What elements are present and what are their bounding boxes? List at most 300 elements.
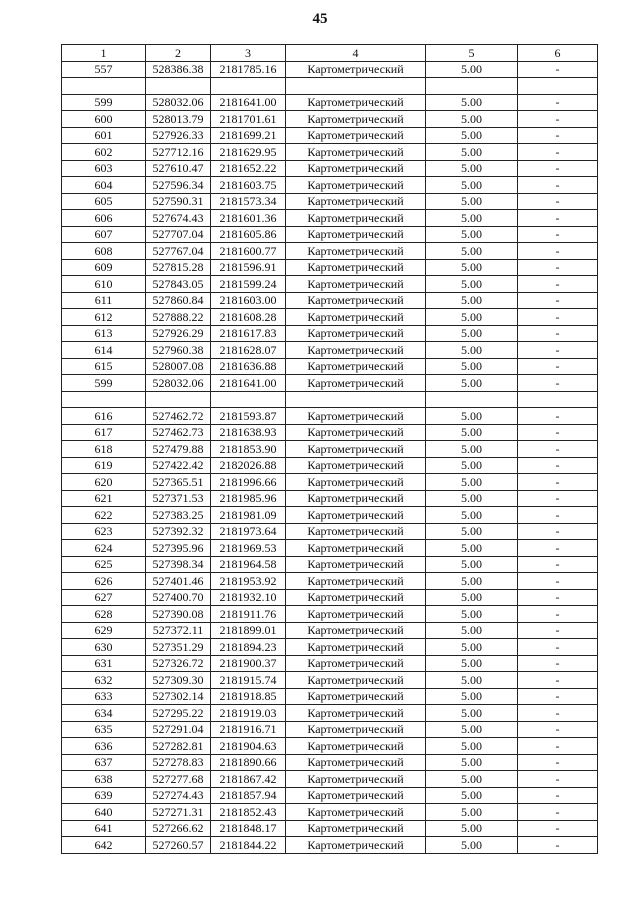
table-row	[62, 78, 598, 95]
note-cell: -	[518, 705, 598, 722]
note-cell: -	[518, 606, 598, 623]
table-row	[62, 540, 598, 557]
point-number-cell: 626	[62, 573, 146, 590]
x-coordinate-cell: 527479.88	[146, 441, 211, 458]
y-coordinate-cell: 2181973.64	[211, 523, 286, 540]
note-cell: -	[518, 61, 598, 78]
method-cell: Картометрический	[286, 771, 426, 788]
column-header-4: 4	[286, 45, 426, 62]
x-coordinate-cell: 527712.16	[146, 144, 211, 161]
accuracy-cell: 5.00	[426, 127, 518, 144]
table-row	[62, 342, 598, 359]
point-number-cell: 638	[62, 771, 146, 788]
note-cell: -	[518, 639, 598, 656]
point-number-cell: 629	[62, 622, 146, 639]
method-cell: Картометрический	[286, 61, 426, 78]
table-row	[62, 738, 598, 755]
method-cell: Картометрический	[286, 672, 426, 689]
method-cell: Картометрический	[286, 375, 426, 392]
table-row	[62, 424, 598, 441]
y-coordinate-cell: 2181890.66	[211, 754, 286, 771]
point-number-cell: 603	[62, 160, 146, 177]
x-coordinate-cell: 527610.47	[146, 160, 211, 177]
coordinates-table	[61, 44, 598, 854]
y-coordinate-cell: 2181603.00	[211, 292, 286, 309]
table-row	[62, 639, 598, 656]
table-row	[62, 754, 598, 771]
y-coordinate-cell: 2181932.10	[211, 589, 286, 606]
y-coordinate-cell: 2181953.92	[211, 573, 286, 590]
accuracy-cell: 5.00	[426, 177, 518, 194]
accuracy-cell: 5.00	[426, 358, 518, 375]
y-coordinate-cell: 2181919.03	[211, 705, 286, 722]
y-coordinate-cell: 2181573.34	[211, 193, 286, 210]
method-cell: Картометрический	[286, 474, 426, 491]
y-coordinate-cell: 2181853.90	[211, 441, 286, 458]
note-cell: -	[518, 507, 598, 524]
note-cell: -	[518, 556, 598, 573]
point-number-cell: 632	[62, 672, 146, 689]
note-cell: -	[518, 408, 598, 425]
method-cell: Картометрический	[286, 408, 426, 425]
table-row	[62, 837, 598, 854]
accuracy-cell: 5.00	[426, 111, 518, 128]
x-coordinate-cell: 527395.96	[146, 540, 211, 557]
point-number-cell: 634	[62, 705, 146, 722]
note-cell: -	[518, 94, 598, 111]
method-cell: Картометрический	[286, 639, 426, 656]
note-cell: -	[518, 259, 598, 276]
x-coordinate-cell	[146, 78, 211, 95]
accuracy-cell: 5.00	[426, 705, 518, 722]
note-cell: -	[518, 771, 598, 788]
table-row	[62, 391, 598, 408]
table-row	[62, 705, 598, 722]
method-cell: Картометрический	[286, 309, 426, 326]
table-row	[62, 688, 598, 705]
point-number-cell: 557	[62, 61, 146, 78]
x-coordinate-cell: 528007.08	[146, 358, 211, 375]
x-coordinate-cell: 527326.72	[146, 655, 211, 672]
accuracy-cell: 5.00	[426, 276, 518, 293]
accuracy-cell: 5.00	[426, 787, 518, 804]
accuracy-cell	[426, 78, 518, 95]
point-number-cell: 616	[62, 408, 146, 425]
point-number-cell: 600	[62, 111, 146, 128]
method-cell: Картометрический	[286, 754, 426, 771]
table-row	[62, 507, 598, 524]
x-coordinate-cell: 527401.46	[146, 573, 211, 590]
accuracy-cell: 5.00	[426, 672, 518, 689]
method-cell: Картометрический	[286, 424, 426, 441]
y-coordinate-cell: 2181969.53	[211, 540, 286, 557]
method-cell	[286, 78, 426, 95]
point-number-cell: 599	[62, 375, 146, 392]
table-row	[62, 474, 598, 491]
method-cell: Картометрический	[286, 622, 426, 639]
table-row	[62, 589, 598, 606]
method-cell: Картометрический	[286, 276, 426, 293]
method-cell: Картометрический	[286, 556, 426, 573]
y-coordinate-cell: 2181904.63	[211, 738, 286, 755]
x-coordinate-cell: 527926.33	[146, 127, 211, 144]
note-cell	[518, 391, 598, 408]
method-cell: Картометрический	[286, 358, 426, 375]
y-coordinate-cell: 2181617.83	[211, 325, 286, 342]
table-body	[62, 61, 598, 853]
x-coordinate-cell: 527767.04	[146, 243, 211, 260]
point-number-cell: 613	[62, 325, 146, 342]
accuracy-cell: 5.00	[426, 490, 518, 507]
accuracy-cell: 5.00	[426, 193, 518, 210]
table-row	[62, 622, 598, 639]
table-row	[62, 408, 598, 425]
point-number-cell: 617	[62, 424, 146, 441]
note-cell: -	[518, 325, 598, 342]
y-coordinate-cell: 2181593.87	[211, 408, 286, 425]
point-number-cell: 612	[62, 309, 146, 326]
point-number-cell: 605	[62, 193, 146, 210]
y-coordinate-cell: 2181900.37	[211, 655, 286, 672]
note-cell: -	[518, 243, 598, 260]
table-row	[62, 309, 598, 326]
x-coordinate-cell: 527302.14	[146, 688, 211, 705]
x-coordinate-cell: 527398.34	[146, 556, 211, 573]
note-cell: -	[518, 111, 598, 128]
method-cell: Картометрический	[286, 441, 426, 458]
accuracy-cell: 5.00	[426, 540, 518, 557]
x-coordinate-cell: 528386.38	[146, 61, 211, 78]
note-cell	[518, 78, 598, 95]
table-row	[62, 771, 598, 788]
accuracy-cell: 5.00	[426, 771, 518, 788]
point-number-cell: 637	[62, 754, 146, 771]
note-cell: -	[518, 160, 598, 177]
point-number-cell: 602	[62, 144, 146, 161]
accuracy-cell: 5.00	[426, 523, 518, 540]
accuracy-cell: 5.00	[426, 738, 518, 755]
accuracy-cell: 5.00	[426, 474, 518, 491]
point-number-cell: 606	[62, 210, 146, 227]
y-coordinate-cell: 2181916.71	[211, 721, 286, 738]
note-cell: -	[518, 738, 598, 755]
y-coordinate-cell: 2181852.43	[211, 804, 286, 821]
y-coordinate-cell: 2181629.95	[211, 144, 286, 161]
x-coordinate-cell: 527371.53	[146, 490, 211, 507]
note-cell: -	[518, 226, 598, 243]
y-coordinate-cell	[211, 391, 286, 408]
table-row	[62, 804, 598, 821]
table-row	[62, 787, 598, 804]
table-row	[62, 160, 598, 177]
method-cell: Картометрический	[286, 507, 426, 524]
x-coordinate-cell: 527295.22	[146, 705, 211, 722]
note-cell: -	[518, 837, 598, 854]
point-number-cell: 610	[62, 276, 146, 293]
note-cell: -	[518, 474, 598, 491]
method-cell: Картометрический	[286, 259, 426, 276]
method-cell	[286, 391, 426, 408]
table-row	[62, 457, 598, 474]
point-number-cell: 623	[62, 523, 146, 540]
y-coordinate-cell: 2181701.61	[211, 111, 286, 128]
point-number-cell: 633	[62, 688, 146, 705]
method-cell: Картометрический	[286, 177, 426, 194]
method-cell: Картометрический	[286, 193, 426, 210]
x-coordinate-cell: 527815.28	[146, 259, 211, 276]
x-coordinate-cell: 527596.34	[146, 177, 211, 194]
header-row	[62, 45, 598, 62]
accuracy-cell: 5.00	[426, 210, 518, 227]
note-cell: -	[518, 144, 598, 161]
note-cell: -	[518, 721, 598, 738]
method-cell: Картометрический	[286, 820, 426, 837]
accuracy-cell: 5.00	[426, 820, 518, 837]
x-coordinate-cell: 527926.29	[146, 325, 211, 342]
y-coordinate-cell: 2181857.94	[211, 787, 286, 804]
method-cell: Картометрический	[286, 523, 426, 540]
note-cell: -	[518, 358, 598, 375]
x-coordinate-cell: 527309.30	[146, 672, 211, 689]
y-coordinate-cell: 2181641.00	[211, 94, 286, 111]
column-header-3: 3	[211, 45, 286, 62]
accuracy-cell: 5.00	[426, 375, 518, 392]
x-coordinate-cell: 527271.31	[146, 804, 211, 821]
y-coordinate-cell: 2181601.36	[211, 210, 286, 227]
note-cell: -	[518, 193, 598, 210]
point-number-cell: 608	[62, 243, 146, 260]
accuracy-cell: 5.00	[426, 639, 518, 656]
page-number: 45	[312, 11, 328, 27]
table-row	[62, 243, 598, 260]
y-coordinate-cell: 2181848.17	[211, 820, 286, 837]
method-cell: Картометрический	[286, 837, 426, 854]
accuracy-cell: 5.00	[426, 507, 518, 524]
accuracy-cell	[426, 391, 518, 408]
note-cell: -	[518, 589, 598, 606]
accuracy-cell: 5.00	[426, 325, 518, 342]
table-row	[62, 94, 598, 111]
y-coordinate-cell: 2181918.85	[211, 688, 286, 705]
accuracy-cell: 5.00	[426, 754, 518, 771]
table-row	[62, 573, 598, 590]
accuracy-cell: 5.00	[426, 408, 518, 425]
accuracy-cell: 5.00	[426, 292, 518, 309]
note-cell: -	[518, 424, 598, 441]
point-number-cell: 615	[62, 358, 146, 375]
x-coordinate-cell: 527422.42	[146, 457, 211, 474]
table-row	[62, 606, 598, 623]
table-row	[62, 523, 598, 540]
y-coordinate-cell: 2181628.07	[211, 342, 286, 359]
x-coordinate-cell: 527392.32	[146, 523, 211, 540]
x-coordinate-cell: 527383.25	[146, 507, 211, 524]
x-coordinate-cell: 527274.43	[146, 787, 211, 804]
x-coordinate-cell: 527365.51	[146, 474, 211, 491]
point-number-cell: 630	[62, 639, 146, 656]
note-cell: -	[518, 210, 598, 227]
note-cell: -	[518, 457, 598, 474]
accuracy-cell: 5.00	[426, 144, 518, 161]
method-cell: Картометрический	[286, 589, 426, 606]
table-row	[62, 276, 598, 293]
accuracy-cell: 5.00	[426, 606, 518, 623]
note-cell: -	[518, 787, 598, 804]
point-number-cell: 604	[62, 177, 146, 194]
note-cell: -	[518, 292, 598, 309]
point-number-cell: 640	[62, 804, 146, 821]
column-header-2: 2	[146, 45, 211, 62]
x-coordinate-cell: 527390.08	[146, 606, 211, 623]
table-row	[62, 490, 598, 507]
table-row	[62, 721, 598, 738]
point-number-cell: 619	[62, 457, 146, 474]
table-row	[62, 375, 598, 392]
accuracy-cell: 5.00	[426, 441, 518, 458]
accuracy-cell: 5.00	[426, 622, 518, 639]
note-cell: -	[518, 127, 598, 144]
point-number-cell: 622	[62, 507, 146, 524]
table-row	[62, 292, 598, 309]
table-row	[62, 556, 598, 573]
x-coordinate-cell: 527260.57	[146, 837, 211, 854]
column-header-5: 5	[426, 45, 518, 62]
table-row	[62, 259, 598, 276]
accuracy-cell: 5.00	[426, 589, 518, 606]
point-number-cell: 627	[62, 589, 146, 606]
point-number-cell: 618	[62, 441, 146, 458]
point-number-cell: 607	[62, 226, 146, 243]
x-coordinate-cell: 527266.62	[146, 820, 211, 837]
x-coordinate-cell	[146, 391, 211, 408]
x-coordinate-cell: 527277.68	[146, 771, 211, 788]
x-coordinate-cell: 528013.79	[146, 111, 211, 128]
note-cell: -	[518, 820, 598, 837]
method-cell: Картометрический	[286, 292, 426, 309]
method-cell: Картометрический	[286, 721, 426, 738]
x-coordinate-cell: 527590.31	[146, 193, 211, 210]
note-cell: -	[518, 540, 598, 557]
y-coordinate-cell: 2181652.22	[211, 160, 286, 177]
method-cell: Картометрический	[286, 342, 426, 359]
accuracy-cell: 5.00	[426, 424, 518, 441]
point-number-cell: 641	[62, 820, 146, 837]
table-row	[62, 358, 598, 375]
column-header-6: 6	[518, 45, 598, 62]
table-row	[62, 441, 598, 458]
table-row	[62, 655, 598, 672]
method-cell: Картометрический	[286, 738, 426, 755]
y-coordinate-cell: 2181996.66	[211, 474, 286, 491]
y-coordinate-cell: 2181599.24	[211, 276, 286, 293]
y-coordinate-cell: 2181638.93	[211, 424, 286, 441]
note-cell: -	[518, 622, 598, 639]
x-coordinate-cell: 527707.04	[146, 226, 211, 243]
x-coordinate-cell: 527462.72	[146, 408, 211, 425]
x-coordinate-cell: 527282.81	[146, 738, 211, 755]
x-coordinate-cell: 528032.06	[146, 375, 211, 392]
y-coordinate-cell: 2181867.42	[211, 771, 286, 788]
note-cell: -	[518, 523, 598, 540]
y-coordinate-cell: 2181985.96	[211, 490, 286, 507]
table-row	[62, 127, 598, 144]
accuracy-cell: 5.00	[426, 655, 518, 672]
y-coordinate-cell: 2181911.76	[211, 606, 286, 623]
point-number-cell: 621	[62, 490, 146, 507]
point-number-cell: 614	[62, 342, 146, 359]
point-number-cell: 642	[62, 837, 146, 854]
point-number-cell	[62, 391, 146, 408]
method-cell: Картометрический	[286, 457, 426, 474]
method-cell: Картометрический	[286, 688, 426, 705]
table-row	[62, 210, 598, 227]
point-number-cell: 625	[62, 556, 146, 573]
accuracy-cell: 5.00	[426, 309, 518, 326]
point-number-cell: 611	[62, 292, 146, 309]
y-coordinate-cell: 2182026.88	[211, 457, 286, 474]
point-number-cell	[62, 78, 146, 95]
y-coordinate-cell: 2181600.77	[211, 243, 286, 260]
method-cell: Картометрический	[286, 540, 426, 557]
y-coordinate-cell: 2181915.74	[211, 672, 286, 689]
point-number-cell: 601	[62, 127, 146, 144]
y-coordinate-cell: 2181596.91	[211, 259, 286, 276]
x-coordinate-cell: 527291.04	[146, 721, 211, 738]
table-row	[62, 111, 598, 128]
point-number-cell: 599	[62, 94, 146, 111]
method-cell: Картометрический	[286, 490, 426, 507]
note-cell: -	[518, 441, 598, 458]
method-cell: Картометрический	[286, 210, 426, 227]
accuracy-cell: 5.00	[426, 556, 518, 573]
note-cell: -	[518, 490, 598, 507]
accuracy-cell: 5.00	[426, 243, 518, 260]
x-coordinate-cell: 527462.73	[146, 424, 211, 441]
point-number-cell: 639	[62, 787, 146, 804]
y-coordinate-cell: 2181785.16	[211, 61, 286, 78]
x-coordinate-cell: 527351.29	[146, 639, 211, 656]
accuracy-cell: 5.00	[426, 457, 518, 474]
y-coordinate-cell: 2181699.21	[211, 127, 286, 144]
method-cell: Картометрический	[286, 787, 426, 804]
method-cell: Картометрический	[286, 144, 426, 161]
table-row	[62, 672, 598, 689]
method-cell: Картометрический	[286, 160, 426, 177]
x-coordinate-cell: 527278.83	[146, 754, 211, 771]
table-row	[62, 193, 598, 210]
note-cell: -	[518, 342, 598, 359]
x-coordinate-cell: 527888.22	[146, 309, 211, 326]
accuracy-cell: 5.00	[426, 342, 518, 359]
point-number-cell: 631	[62, 655, 146, 672]
accuracy-cell: 5.00	[426, 160, 518, 177]
table-header	[62, 45, 598, 62]
x-coordinate-cell: 527674.43	[146, 210, 211, 227]
accuracy-cell: 5.00	[426, 61, 518, 78]
x-coordinate-cell: 527400.70	[146, 589, 211, 606]
table-row	[62, 144, 598, 161]
y-coordinate-cell: 2181603.75	[211, 177, 286, 194]
x-coordinate-cell: 527960.38	[146, 342, 211, 359]
accuracy-cell: 5.00	[426, 721, 518, 738]
note-cell: -	[518, 804, 598, 821]
note-cell: -	[518, 276, 598, 293]
y-coordinate-cell	[211, 78, 286, 95]
method-cell: Картометрический	[286, 127, 426, 144]
table-row	[62, 61, 598, 78]
method-cell: Картометрический	[286, 111, 426, 128]
method-cell: Картометрический	[286, 94, 426, 111]
